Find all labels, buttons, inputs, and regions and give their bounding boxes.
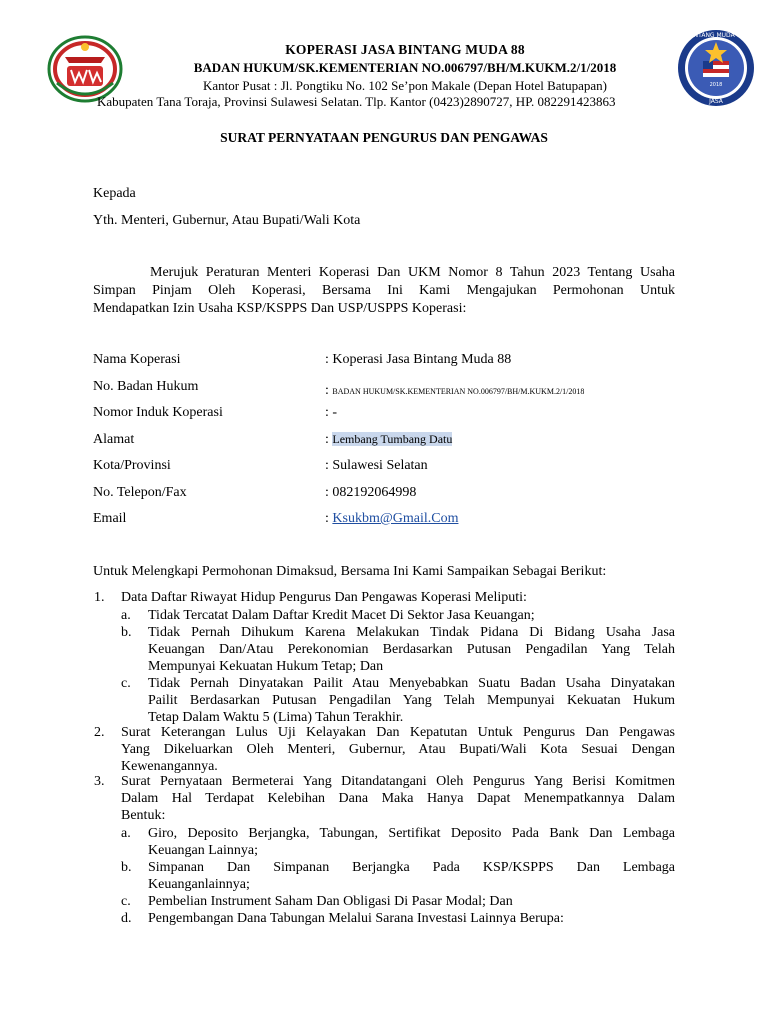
list-item: Pengembangan Dana Tabungan Melalui Sarana Investasi Lainnya Berupa: bbox=[148, 911, 564, 926]
list-item: Tetap Dalam Waktu 5 (Lima) Tahun Terakhir. bbox=[148, 710, 404, 725]
svg-text:2018: 2018 bbox=[709, 82, 723, 88]
list-letter: c. bbox=[121, 676, 131, 691]
list-item: Simpanan Dan Simpanan Berjangka Pada KSP/KSPPS Dan Lembaga bbox=[148, 860, 675, 875]
svg-text:BINTANG MUDA 88: BINTANG MUDA 88 bbox=[687, 32, 745, 39]
list-item: Pembelian Instrument Saham Dan Obligasi Di Pasar Modal; Dan bbox=[148, 894, 513, 909]
list-item: Mempunyai Kekuatan Hukum Tetap; Dan bbox=[148, 659, 384, 674]
field-value: : - bbox=[325, 405, 338, 420]
field-value: : Ksukbm@Gmail.Com bbox=[325, 511, 459, 526]
field-value: : 082192064998 bbox=[325, 485, 417, 500]
field-value: : Koperasi Jasa Bintang Muda 88 bbox=[325, 352, 512, 367]
field-label: Nomor Induk Koperasi bbox=[93, 405, 223, 420]
field-label: Alamat bbox=[93, 432, 135, 447]
list-item: Pailit Berdasarkan Putusan Pengadilan Yang Telah Mempunyai Kekuatan Hukum bbox=[148, 693, 675, 708]
list-item: Tidak Pernah Dinyatakan Pailit Atau Menyebabkan Suatu Badan Usaha Dinyatakan bbox=[148, 676, 675, 691]
svg-text:JASA: JASA bbox=[709, 98, 723, 105]
list-item: Dalam Hal Terdapat Kelebihan Dana Maka Hanya Dapat Menempatkannya Dalam bbox=[121, 791, 675, 806]
field-value: : Lembang Tumbang Datu bbox=[325, 432, 453, 447]
office-address: Kantor Pusat : Jl. Pongtiku No. 102 Se’pon Makale (Depan Hotel Batupapan) bbox=[202, 78, 607, 93]
salutation: Kepada bbox=[93, 186, 136, 201]
list-item: Keuangan Lainnya; bbox=[148, 843, 259, 858]
list-letter: a. bbox=[121, 826, 131, 841]
field-label: Email bbox=[93, 511, 127, 526]
field-label: No. Badan Hukum bbox=[93, 379, 199, 394]
field-label: Nama Koperasi bbox=[93, 352, 181, 367]
list-item: Giro, Deposito Berjangka, Tabungan, Sertifikat Deposito Pada Bank Dan Lembaga bbox=[148, 826, 675, 841]
field-value: : BADAN HUKUM/SK.KEMENTERIAN NO.006797/BH/M.KUKM.2/1/2018 bbox=[325, 383, 585, 398]
lead-sentence: Untuk Melengkapi Permohonan Dimaksud, Bersama Ini Kami Sampaikan Sebagai Berikut: bbox=[93, 564, 607, 579]
org-name: KOPERASI JASA BINTANG MUDA 88 bbox=[285, 42, 525, 57]
list-letter: b. bbox=[121, 625, 132, 640]
list-number: 2. bbox=[94, 725, 105, 740]
field-value: : Sulawesi Selatan bbox=[325, 458, 428, 473]
field-label: Kota/Provinsi bbox=[93, 458, 171, 473]
list-item: Kewenangannya. bbox=[121, 759, 218, 774]
intro-line-3: Mendapatkan Izin Usaha KSP/KSPPS Dan USP/USPPS Koperasi: bbox=[93, 301, 467, 316]
address-value-highlight: Lembang Tumbang Datu bbox=[332, 432, 453, 446]
list-letter: c. bbox=[121, 894, 131, 909]
field-label: No. Telepon/Fax bbox=[93, 485, 187, 500]
legal-number: BADAN HUKUM/SK.KEMENTERIAN NO.006797/BH/M.KUKM.2/1/2018 bbox=[193, 60, 617, 75]
list-number: 3. bbox=[94, 774, 105, 789]
list-item: Data Daftar Riwayat Hidup Pengurus Dan Pengawas Koperasi Meliputi: bbox=[121, 590, 527, 605]
list-item: Yang Dikeluarkan Oleh Menteri, Gubernur, Atau Bupati/Wali Kota Sesuai Dengan bbox=[121, 742, 675, 757]
email-link[interactable]: Ksukbm@Gmail.Com bbox=[332, 511, 459, 526]
list-item: Tidak Tercatat Dalam Daftar Kredit Macet Di Sektor Jasa Keuangan; bbox=[148, 608, 535, 623]
list-item: Keuanganlainnya; bbox=[148, 877, 250, 892]
list-letter: b. bbox=[121, 860, 132, 875]
list-item: Surat Pernyataan Bermeterai Yang Ditandatangani Oleh Pengurus Yang Berisi Komitmen bbox=[121, 774, 675, 789]
document-title: SURAT PERNYATAAN PENGURUS DAN PENGAWAS bbox=[220, 130, 548, 145]
office-contact: Kabupaten Tana Toraja, Provinsi Sulawesi Selatan. Tlp. Kantor (0423)2890727, HP. 082291423863 bbox=[97, 94, 616, 109]
intro-line-1: Merujuk Peraturan Menteri Koperasi Dan UKM Nomor 8 Tahun 2023 Tentang Usaha bbox=[150, 265, 675, 280]
list-letter: d. bbox=[121, 911, 132, 926]
list-letter: a. bbox=[121, 608, 131, 623]
list-item: Tidak Pernah Dihukum Karena Melakukan Tindak Pidana Di Bidang Usaha Jasa bbox=[148, 625, 675, 640]
list-item: Bentuk: bbox=[121, 808, 166, 823]
addressee: Yth. Menteri, Gubernur, Atau Bupati/Wali Kota bbox=[93, 213, 361, 228]
intro-line-2: Simpan Pinjam Oleh Koperasi, Bersama Ini Kami Mengajukan Permohonan Untuk bbox=[93, 283, 675, 298]
list-item: Surat Keterangan Lulus Uji Kelayakan Dan Kepatutan Untuk Pengurus Dan Pengawas bbox=[121, 725, 675, 740]
list-number: 1. bbox=[94, 590, 105, 605]
list-item: Keuangan Dan/Atau Perekonomian Berdasarkan Putusan Pengadilan Yang Telah bbox=[148, 642, 675, 657]
